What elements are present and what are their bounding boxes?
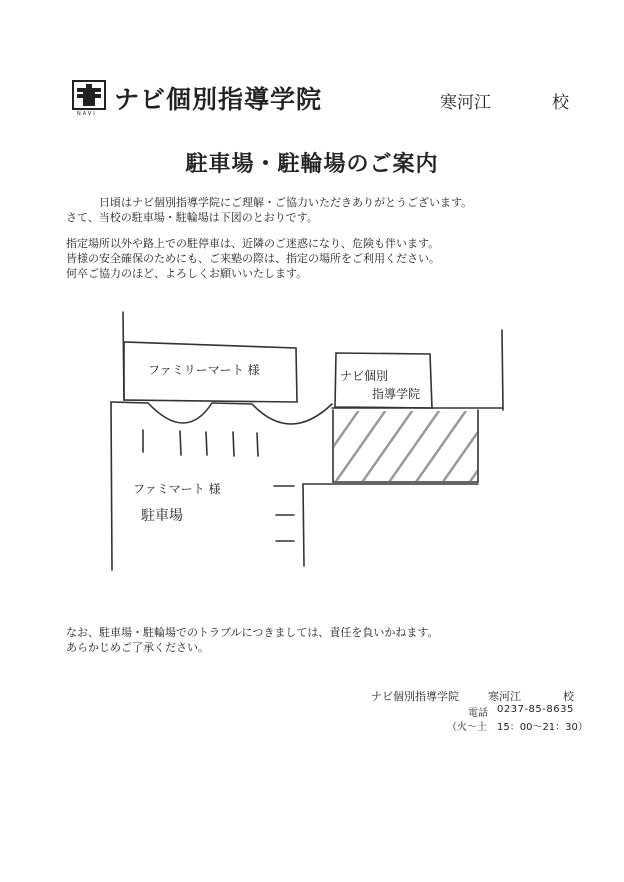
footer-office-hours: （火～土 15：00～21：30）: [447, 722, 588, 733]
footer-phone-label: 電話: [468, 708, 488, 719]
branch-suffix: 校: [552, 93, 569, 113]
disclaimer-paragraph: なお、駐車場・駐輪場でのトラブルにつきましては、責任を負いかねます。 あらかじめご了承ください。: [66, 626, 439, 654]
footer-school-name: ナビ個別指導学院: [371, 690, 459, 703]
school-label-line1: ナビ個別: [340, 369, 389, 383]
parking-label: 駐車場: [141, 508, 183, 524]
notice-paragraph: 指定場所以外や路上での駐停車は、近隣のご迷惑になり、危険も伴います。 皆様の安全確保のためにも、ご来塾の際は、指定の場所をご利用ください。 何卒ご協力のほど、よろしくお願いいたします。: [66, 237, 440, 280]
road-vertical: [303, 484, 304, 566]
left-road-lower: [111, 402, 112, 570]
bicycle-parking-hatch: [334, 411, 477, 481]
logo-wordmark: ナビ個別指導学院: [114, 85, 323, 114]
branch-name-text: 寒河江: [440, 93, 491, 113]
parking-owner-label: ファミマート 様: [133, 482, 221, 496]
footer-branch-name: 寒河江: [488, 690, 521, 703]
school-label-line2: 指導学院: [372, 387, 421, 401]
logo-subtext: NAVI: [77, 111, 97, 117]
stall-line: [206, 432, 207, 455]
right-wall: [502, 330, 503, 410]
greeting-paragraph: 日頃はナビ個別指導学院にご理解・ご協力いただきありがとうございます。 さて、当校の駐車場・駐輪場は下図のとおりです。: [66, 196, 473, 224]
stall-line: [233, 432, 234, 456]
footer-phone-number: 0237-85-8635: [497, 704, 574, 715]
stall-line: [180, 431, 181, 455]
stall-line: [257, 433, 258, 456]
parking-scallops: [111, 402, 332, 424]
page-title: 駐車場・駐輪場のご案内: [185, 152, 439, 177]
footer-branch-suffix: 校: [563, 690, 574, 703]
store-label: ファミリーマート 様: [148, 363, 260, 377]
